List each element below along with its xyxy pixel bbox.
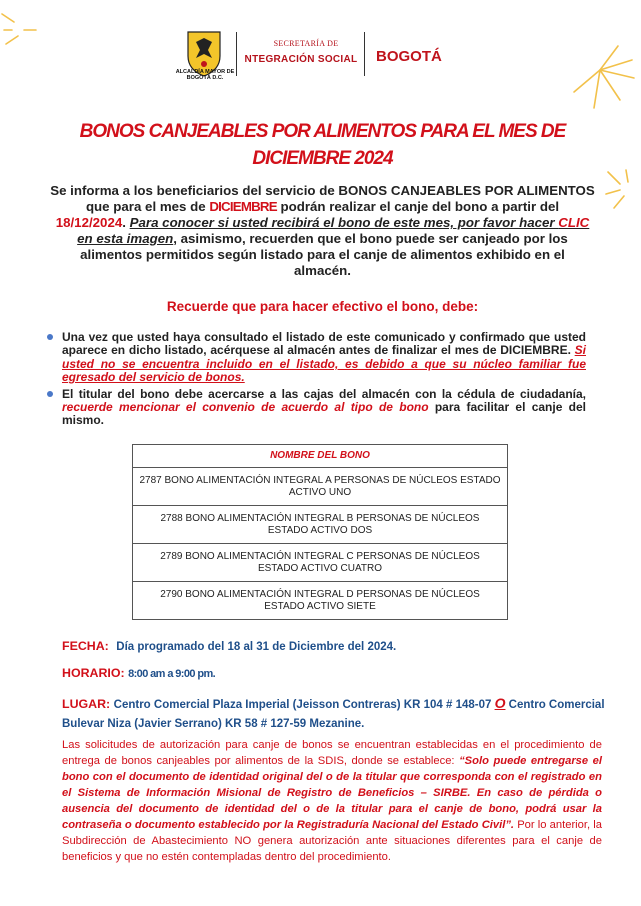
- bullet-text: Una vez que usted haya consultado el listado de este comunicado y confirmado que usted aparece en dicho listado, acérquese al almacén antes de finalizar el mes de DICIEMBRE.: [62, 330, 586, 358]
- horario-label: HORARIO:: [62, 666, 125, 680]
- intro-paragraph: [50, 183, 595, 279]
- intro-text-4: , asimismo, recuerden que el bono puede ser canjeado por los alimentos permitidos según listado para el canje de alimentos exhibido en el almacén.: [80, 231, 568, 278]
- lugar-label: LUGAR:: [62, 697, 111, 711]
- intro-text-2: podrán realizar el canje del bono a partir del: [276, 199, 560, 214]
- link-clic: CLIC: [558, 215, 590, 230]
- table-row: [133, 468, 508, 506]
- instructions-list: [46, 331, 586, 431]
- intro-month: DICIEMBRE: [209, 199, 277, 214]
- secretaria-label-big: NTEGRACIÓN SOCIAL: [244, 54, 358, 65]
- table-header-row: [133, 445, 508, 468]
- header-divider-2: [364, 32, 365, 76]
- table-cell: 2788 BONO ALIMENTACIÓN INTEGRAL B PERSONAS DE NÚCLEOS ESTADO ACTIVO DOS: [133, 506, 508, 544]
- secretaria-label-small: SECRETARÍA DE: [273, 39, 339, 48]
- bullet-text: El titular del bono debe acercarse a las cajas del almacén con la cédula de ciudadanía,: [62, 386, 586, 401]
- reminder-heading: Recuerde que para hacer efectivo el bono, debe:: [166, 299, 479, 314]
- lugar-or: O: [494, 695, 506, 711]
- header-divider-1: [236, 32, 237, 76]
- table-cell: 2787 BONO ALIMENTACIÓN INTEGRAL A PERSONAS DE NÚCLEOS ESTADO ACTIVO UNO: [133, 468, 508, 506]
- fecha-label: FECHA:: [62, 639, 109, 653]
- intro-text-1: Se informa a los beneficiarios del servicio de BONOS CANJEABLES POR ALIMENTOS que para el mes de: [50, 183, 595, 214]
- horario-line: [62, 666, 215, 680]
- lugar-line: [62, 694, 607, 733]
- table-row: [133, 544, 508, 582]
- fecha-line: [62, 639, 396, 653]
- list-item: [46, 388, 586, 428]
- firework-decoration-top-right: [560, 30, 641, 120]
- bullet-icon: [47, 391, 53, 397]
- list-item: [46, 331, 586, 385]
- table-cell: 2790 BONO ALIMENTACIÓN INTEGRAL D PERSONAS DE NÚCLEOS ESTADO ACTIVO SIETE: [133, 582, 508, 620]
- lugar-value-1: Centro Comercial Plaza Imperial (Jeisson Contreras) KR 104 # 148-07: [113, 699, 495, 711]
- conditions-text-2: Por lo anterior, la Subdirección de Abastecimiento NO genera autorización ante situaciones diferentes para el canje de beneficios y que no estén contempladas dentro del procedimiento.: [62, 819, 602, 863]
- conditions-quote: “Solo puede entregarse el bono con el documento de identidad original del o de la titular que corresponda con el registrado en el Sistema de Información Misional de Registro de Beneficios – SIRBE. En caso de pérdida o ausencia del documento de identidad del o de la titular para el canje de bono, podrá usar la contraseña o documento establecido por la Registraduría Nacional del Estado Civil”.: [62, 755, 602, 831]
- lugar-value-2: Centro Comercial Bulevar Niza (Javier Serrano) KR 58 # 127-59 Mezanine.: [62, 699, 605, 730]
- table-row: [133, 582, 508, 620]
- intro-date: 18/12/2024: [55, 215, 123, 230]
- bullet-warning: Si usted no se encuentra incluido en el listado, es debido a que su núcleo familiar fue egresado del servicio de bonos.: [62, 343, 586, 385]
- page-title: BONOS CANJEABLES POR ALIMENTOS PARA EL MES DE DICIEMBRE 2024: [79, 121, 566, 169]
- link-text-post: en esta imagen: [77, 231, 174, 246]
- bogota-logo-text: BOGOTÁ: [376, 48, 442, 65]
- horario-value: 8:00 am a 9:00 pm.: [128, 668, 216, 680]
- table-row: [133, 506, 508, 544]
- intro-text-3: .: [122, 215, 130, 230]
- bullet-icon: [47, 334, 53, 340]
- link-text-pre: Para conocer si usted recibirá el bono de este mes, por favor hacer: [129, 215, 559, 230]
- firework-decoration-right: [600, 160, 641, 220]
- bullet-highlight: recuerde mencionar el convenio de acuerdo al tipo de bono: [62, 400, 429, 415]
- logo-caption: ALCALDÍA MAYOR DE BOGOTÁ D.C.: [175, 69, 235, 81]
- table-header: NOMBRE DEL BONO: [133, 445, 508, 468]
- bonus-table: [132, 444, 508, 620]
- bullet-tail: para facilitar el canje del mismo.: [62, 400, 587, 428]
- table-cell: 2789 BONO ALIMENTACIÓN INTEGRAL C PERSONAS DE NÚCLEOS ESTADO ACTIVO CUATRO: [133, 544, 508, 582]
- fecha-value: Día programado del 18 al 31 de Diciembre del 2024.: [116, 641, 397, 653]
- firework-decoration-top-left: [0, 0, 40, 70]
- conditions-paragraph: [62, 737, 602, 865]
- conditions-text-1: Las solicitudes de autorización para canje de bonos se encuentran establecidas en el procedimiento de entrega de bonos canjeables por alimentos de la SDIS, donde se establece:: [62, 739, 602, 767]
